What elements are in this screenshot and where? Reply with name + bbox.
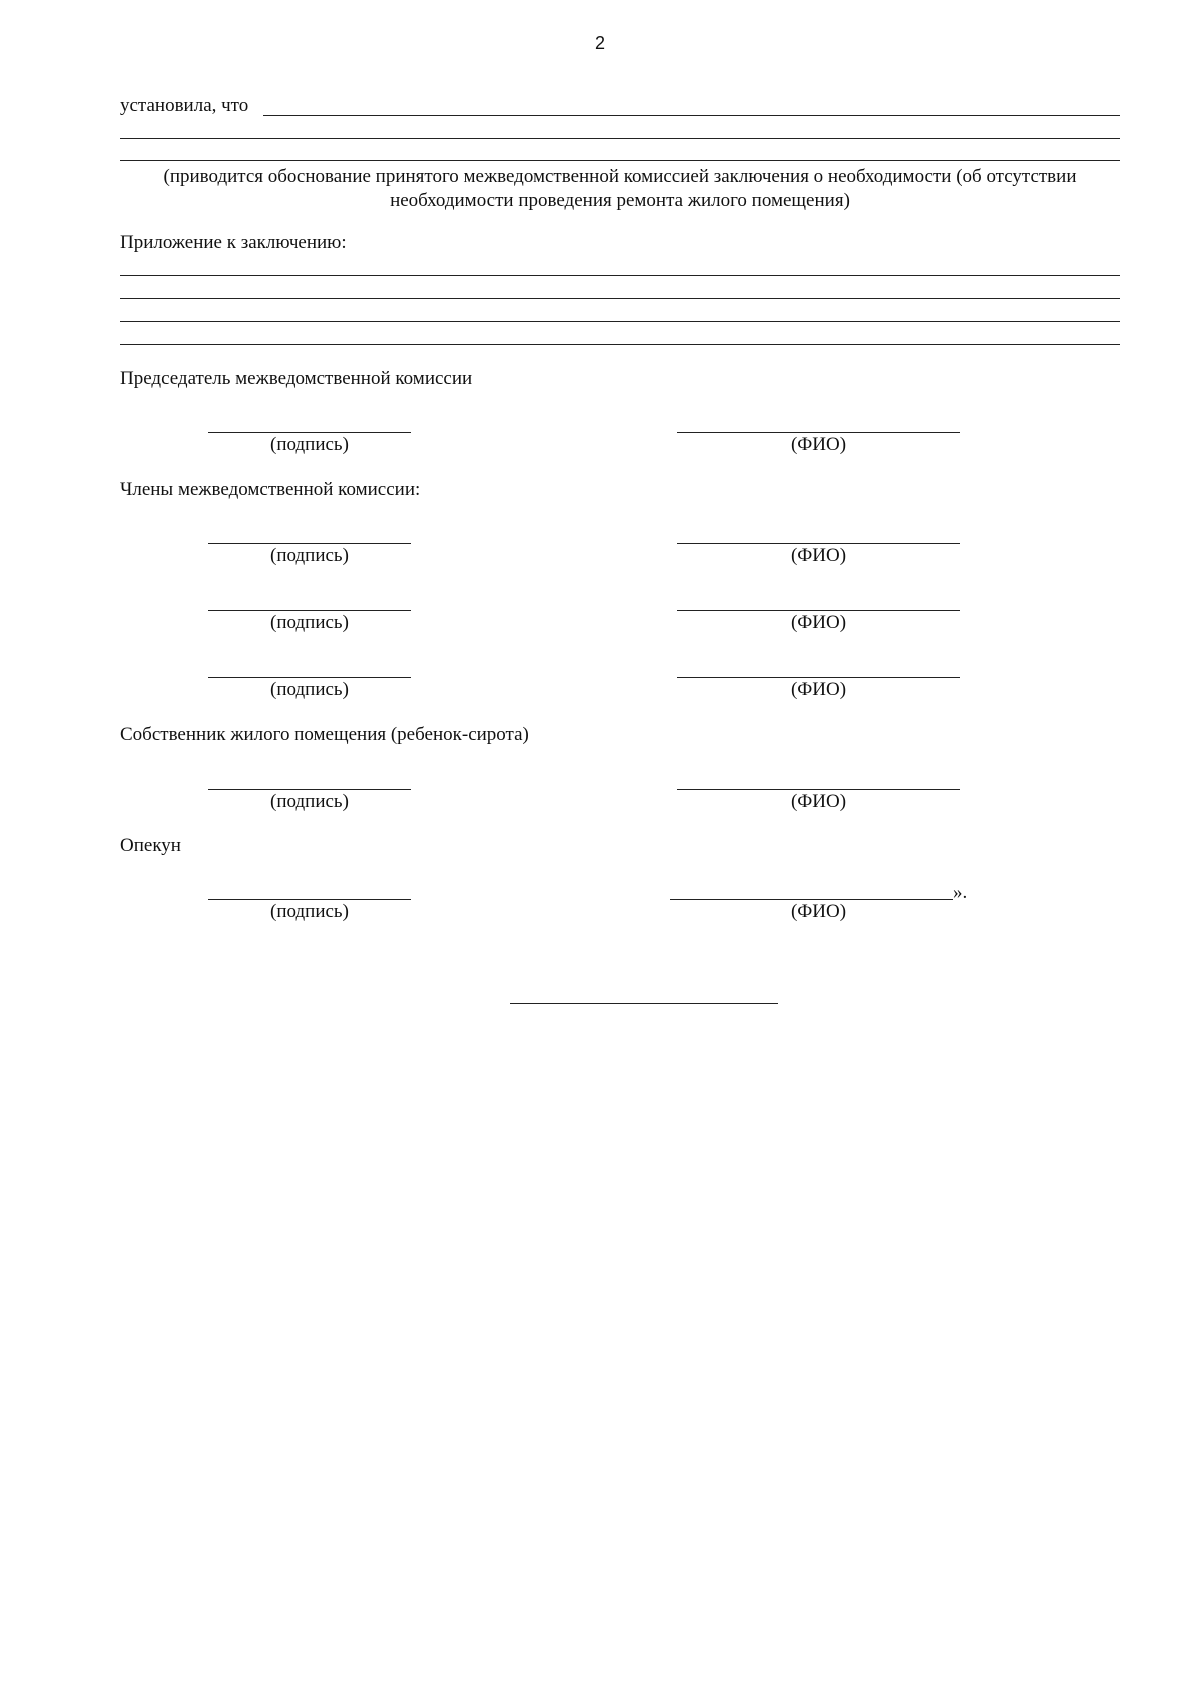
established-label: установила, что [120,95,249,116]
member-2-signature-line [208,610,411,611]
chairman-name-line [677,432,960,433]
member-2-name-caption: (ФИО) [790,612,847,633]
guardian-name-line [670,899,953,900]
attachment-line-4 [120,344,1120,345]
chairman-signature-caption: (подпись) [270,434,349,455]
member-3-signature-caption: (подпись) [270,679,349,700]
owner-signature-caption: (подпись) [270,791,349,812]
guardian-name-caption: (ФИО) [790,901,847,922]
member-2-name-line [677,610,960,611]
justification-note [120,165,1120,213]
member-1-name-line [677,543,960,544]
member-2-signature-caption: (подпись) [270,612,349,633]
owner-name-caption: (ФИО) [790,791,847,812]
member-3-signature-line [208,677,411,678]
owner-signature-line [208,789,411,790]
member-1-signature-caption: (подпись) [270,545,349,566]
chairman-name-caption: (ФИО) [790,434,847,455]
member-1-signature-line [208,543,411,544]
page-number: 2 [594,33,605,53]
guardian-signature-caption: (подпись) [270,901,349,922]
attachment-line-3 [120,321,1120,322]
member-3-name-caption: (ФИО) [790,679,847,700]
attachment-label: Приложение к заключению: [120,232,347,253]
attachment-line-1 [120,275,1120,276]
member-1-name-caption: (ФИО) [790,545,847,566]
guardian-signature-line [208,899,411,900]
owner-label: Собственник жилого помещения (ребенок-сирота) [120,724,529,745]
attachment-line-2 [120,298,1120,299]
justification-note-line-1: (приводится обоснование принятого межведомственной комиссией заключения о необходимости (об отсутствии [163,166,1077,187]
established-fill-line-3 [120,160,1120,161]
guardian-label: Опекун [120,835,181,856]
end-separator-line [510,1003,778,1004]
chairman-signature-line [208,432,411,433]
owner-name-line [677,789,960,790]
established-fill-line-2 [120,138,1120,139]
justification-note-line-2: необходимости проведения ремонта жилого помещения) [390,190,850,211]
members-label: Члены межведомственной комиссии: [120,479,421,500]
chairman-label: Председатель межведомственной комиссии [120,368,473,389]
member-3-name-line [677,677,960,678]
closing-quote-mark: ». [953,882,968,903]
established-fill-line [263,115,1120,116]
